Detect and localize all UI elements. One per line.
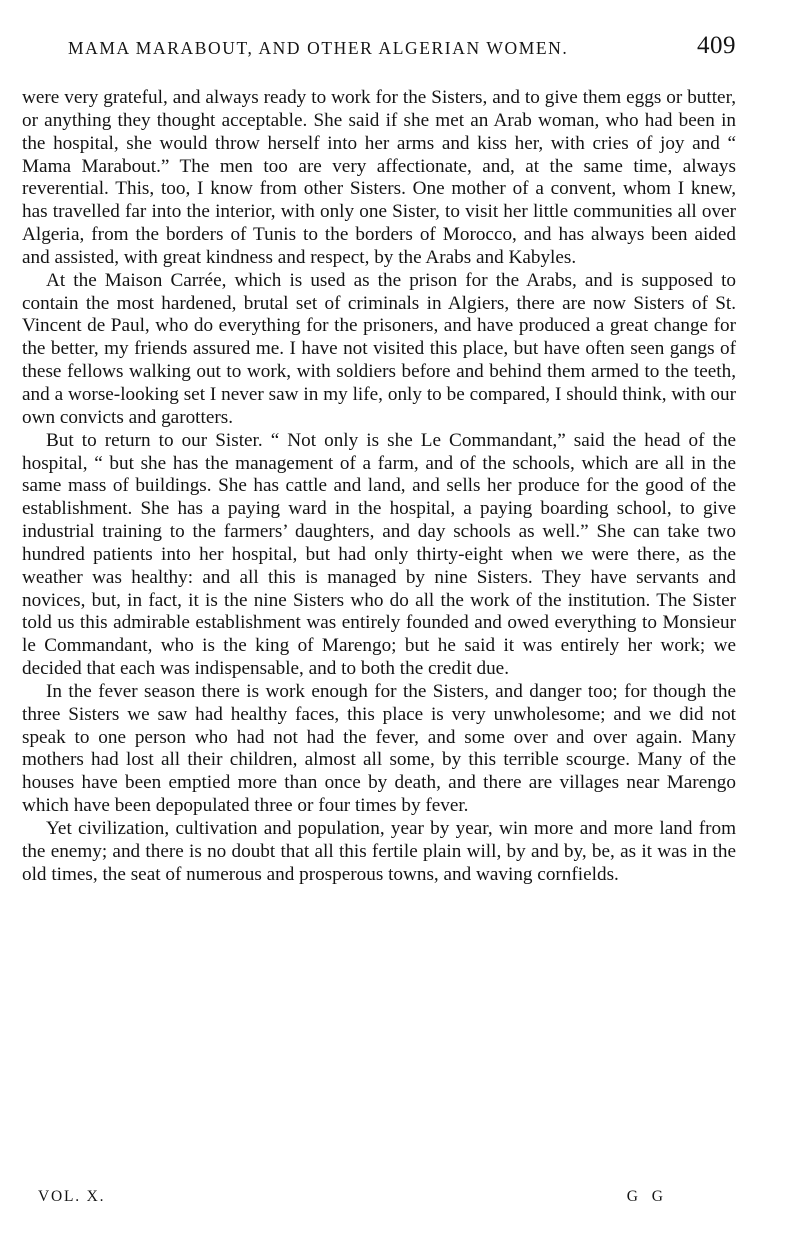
- paragraph-le-commandant: But to return to our Sister. “ Not only is she Le Commandant,” said the head of the hospital, “ but she has the management of a farm, and of the schools, which are all in the same mass of buildings. She has cattle and land, and sells her produce for the good of the establishment. She has a paying ward in the hospital, a paying boarding school, to give industrial training to the farmers’ daughters, and day schools as well.” She can take two hundred patients into her hospital, but had only thirty-eight when we were there, as the weather was healthy: and all this is managed by nine Sisters. They have servants and novices, but, in fact, it is the nine Sisters who do all the work of the institution. The Sister told us this admirable establishment was entirely founded and owed everything to Monsieur le Commandant, who is the king of Marengo; but he said it was entirely her work; we decided that each was indispensable, and to both the credit due.: [22, 429, 736, 680]
- paragraph-fever-season: In the fever season there is work enough for the Sisters, and danger too; for though the three Sisters we saw had healthy faces, this place is very unwholesome; and we did not speak to one person who had not had the fever, and some over and over again. Many mothers had lost all their children, almost all some, by this terrible scourge. Many of the houses have been emptied more than once by death, and there are villages near Marengo which have been depopulated three or four times by fever.: [22, 680, 736, 817]
- paragraph-continuation: were very grateful, and always ready to work for the Sisters, and to give them eggs or butter, or anything they thought acceptable. She said if she met an Arab woman, who had been in the hospital, she would throw herself into her arms and kiss her, with cries of joy and “ Mama Marabout.” The men too are very affectionate, and, at the same time, always reverential. This, too, I know from other Sisters. One mother of a convent, whom I knew, has travelled far into the interior, with only one Sister, to visit her little communities all over Algeria, from the borders of Tunis to the borders of Morocco, and has always been aided and assisted, with great kindness and respect, by the Arabs and Kabyles.: [22, 87, 736, 268]
- running-title: MAMA MARABOUT, AND OTHER ALGERIAN WOMEN.: [68, 38, 569, 58]
- body-text: [22, 87, 736, 887]
- page-footer: [38, 1188, 668, 1212]
- volume-label: VOL. X.: [38, 1188, 106, 1205]
- page-number: 409: [697, 32, 736, 59]
- signature-mark: G G: [626, 1188, 668, 1205]
- paragraph-civilization: Yet civilization, cultivation and population, year by year, win more and more land from the enemy; and there is no doubt that all this fertile plain will, by and by, be, as it was in the old times, the seat of numerous and prosperous towns, and waving cornfields.: [22, 818, 736, 885]
- running-head: [68, 32, 736, 66]
- paragraph-maison-carree: At the Maison Carrée, which is used as the prison for the Arabs, and is supposed to contain the most hardened, brutal set of criminals in Algiers, there are now Sisters of St. Vincent de Paul, who do everything for the prisoners, and have produced a great change for the better, my friends assured me. I have not visited this place, but have often seen gangs of these fellows walking out to work, with soldiers before and behind them armed to the teeth, and a worse-looking set I never saw in my life, only to be compared, I should think, with our own convicts and garotters.: [22, 269, 736, 428]
